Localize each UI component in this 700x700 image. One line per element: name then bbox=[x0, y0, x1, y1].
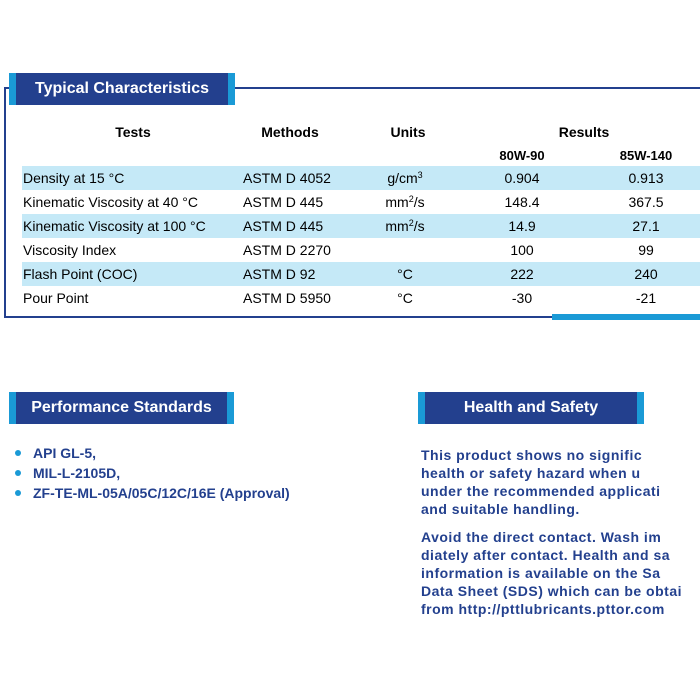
test-name: Kinematic Viscosity at 40 °C bbox=[23, 194, 198, 210]
bullet-icon bbox=[15, 470, 21, 476]
test-method: ASTM D 445 bbox=[243, 194, 324, 210]
result-80w-90: -30 bbox=[511, 290, 533, 306]
column-header-methods: Methods bbox=[261, 124, 319, 140]
result-80w-90: 100 bbox=[510, 242, 534, 258]
typical-characteristics-title: Typical Characteristics bbox=[16, 73, 228, 105]
result-85w-140: -21 bbox=[635, 290, 657, 306]
performance-standards-title: Performance Standards bbox=[16, 392, 227, 424]
table-row bbox=[22, 262, 700, 286]
paragraph-line: Data Sheet (SDS) which can be obtai bbox=[421, 583, 682, 599]
paragraph-line: information is available on the Sa bbox=[421, 565, 661, 581]
table-row bbox=[22, 190, 700, 214]
paragraph-line: Avoid the direct contact. Wash im bbox=[421, 529, 662, 545]
result-85w-140: 0.913 bbox=[628, 170, 664, 186]
test-name: Flash Point (COC) bbox=[23, 266, 138, 282]
result-80w-90: 0.904 bbox=[504, 170, 540, 186]
column-header-tests: Tests bbox=[115, 124, 151, 140]
sds-paragraph bbox=[421, 528, 700, 618]
paragraph-line: This product shows no signific bbox=[421, 447, 643, 463]
result-80w-90: 14.9 bbox=[508, 218, 536, 234]
bullet-icon bbox=[15, 490, 21, 496]
paragraph-line: health or safety hazard when u bbox=[421, 465, 641, 481]
list-item: MIL-L-2105D, bbox=[14, 464, 290, 484]
test-name: Kinematic Viscosity at 100 °C bbox=[23, 218, 206, 234]
table-row bbox=[22, 166, 700, 190]
test-name: Viscosity Index bbox=[23, 242, 117, 258]
test-name: Pour Point bbox=[23, 290, 89, 306]
accent-bar bbox=[552, 314, 700, 320]
test-name: Density at 15 °C bbox=[23, 170, 125, 186]
health-and-safety-title: Health and Safety bbox=[425, 392, 637, 424]
paragraph-line: diately after contact. Health and sa bbox=[421, 547, 671, 563]
result-85w-140: 240 bbox=[634, 266, 658, 282]
paragraph-line: from http://pttlubricants.pttor.com bbox=[421, 601, 665, 617]
test-unit: °C bbox=[397, 266, 413, 282]
table-row bbox=[22, 214, 700, 238]
test-unit: °C bbox=[397, 290, 413, 306]
result-80w-90: 148.4 bbox=[504, 194, 540, 210]
grade-header-85w-140: 85W-140 bbox=[619, 148, 673, 163]
test-unit: $mm^2/s$ bbox=[385, 194, 425, 210]
test-unit: $g/cm^3$ bbox=[387, 170, 423, 186]
result-80w-90: 222 bbox=[510, 266, 534, 282]
grade-header-80w-90: 80W-90 bbox=[499, 148, 545, 163]
list-item: API GL-5, bbox=[14, 444, 290, 464]
test-method: ASTM D 5950 bbox=[243, 290, 331, 306]
paragraph-line: and suitable handling. bbox=[421, 501, 580, 517]
characteristics-table bbox=[22, 166, 700, 310]
test-method: ASTM D 92 bbox=[243, 266, 316, 282]
standards-list bbox=[14, 444, 290, 504]
bullet-icon bbox=[15, 450, 21, 456]
health-safety-paragraph bbox=[421, 446, 700, 518]
result-85w-140: 99 bbox=[638, 242, 654, 258]
list-item: ZF-TE-ML-05A/05C/12C/16E (Approval) bbox=[14, 484, 290, 504]
paragraph-line: under the recommended applicati bbox=[421, 483, 661, 499]
result-85w-140: 367.5 bbox=[628, 194, 664, 210]
column-header-units: Units bbox=[390, 124, 426, 140]
test-method: ASTM D 445 bbox=[243, 218, 324, 234]
result-85w-140: 27.1 bbox=[632, 218, 660, 234]
test-method: ASTM D 4052 bbox=[243, 170, 331, 186]
table-row bbox=[22, 238, 700, 262]
table-row bbox=[22, 286, 700, 310]
test-method: ASTM D 2270 bbox=[243, 242, 331, 258]
test-unit: $mm^2/s$ bbox=[385, 218, 425, 234]
column-header-results: Results bbox=[558, 124, 610, 140]
